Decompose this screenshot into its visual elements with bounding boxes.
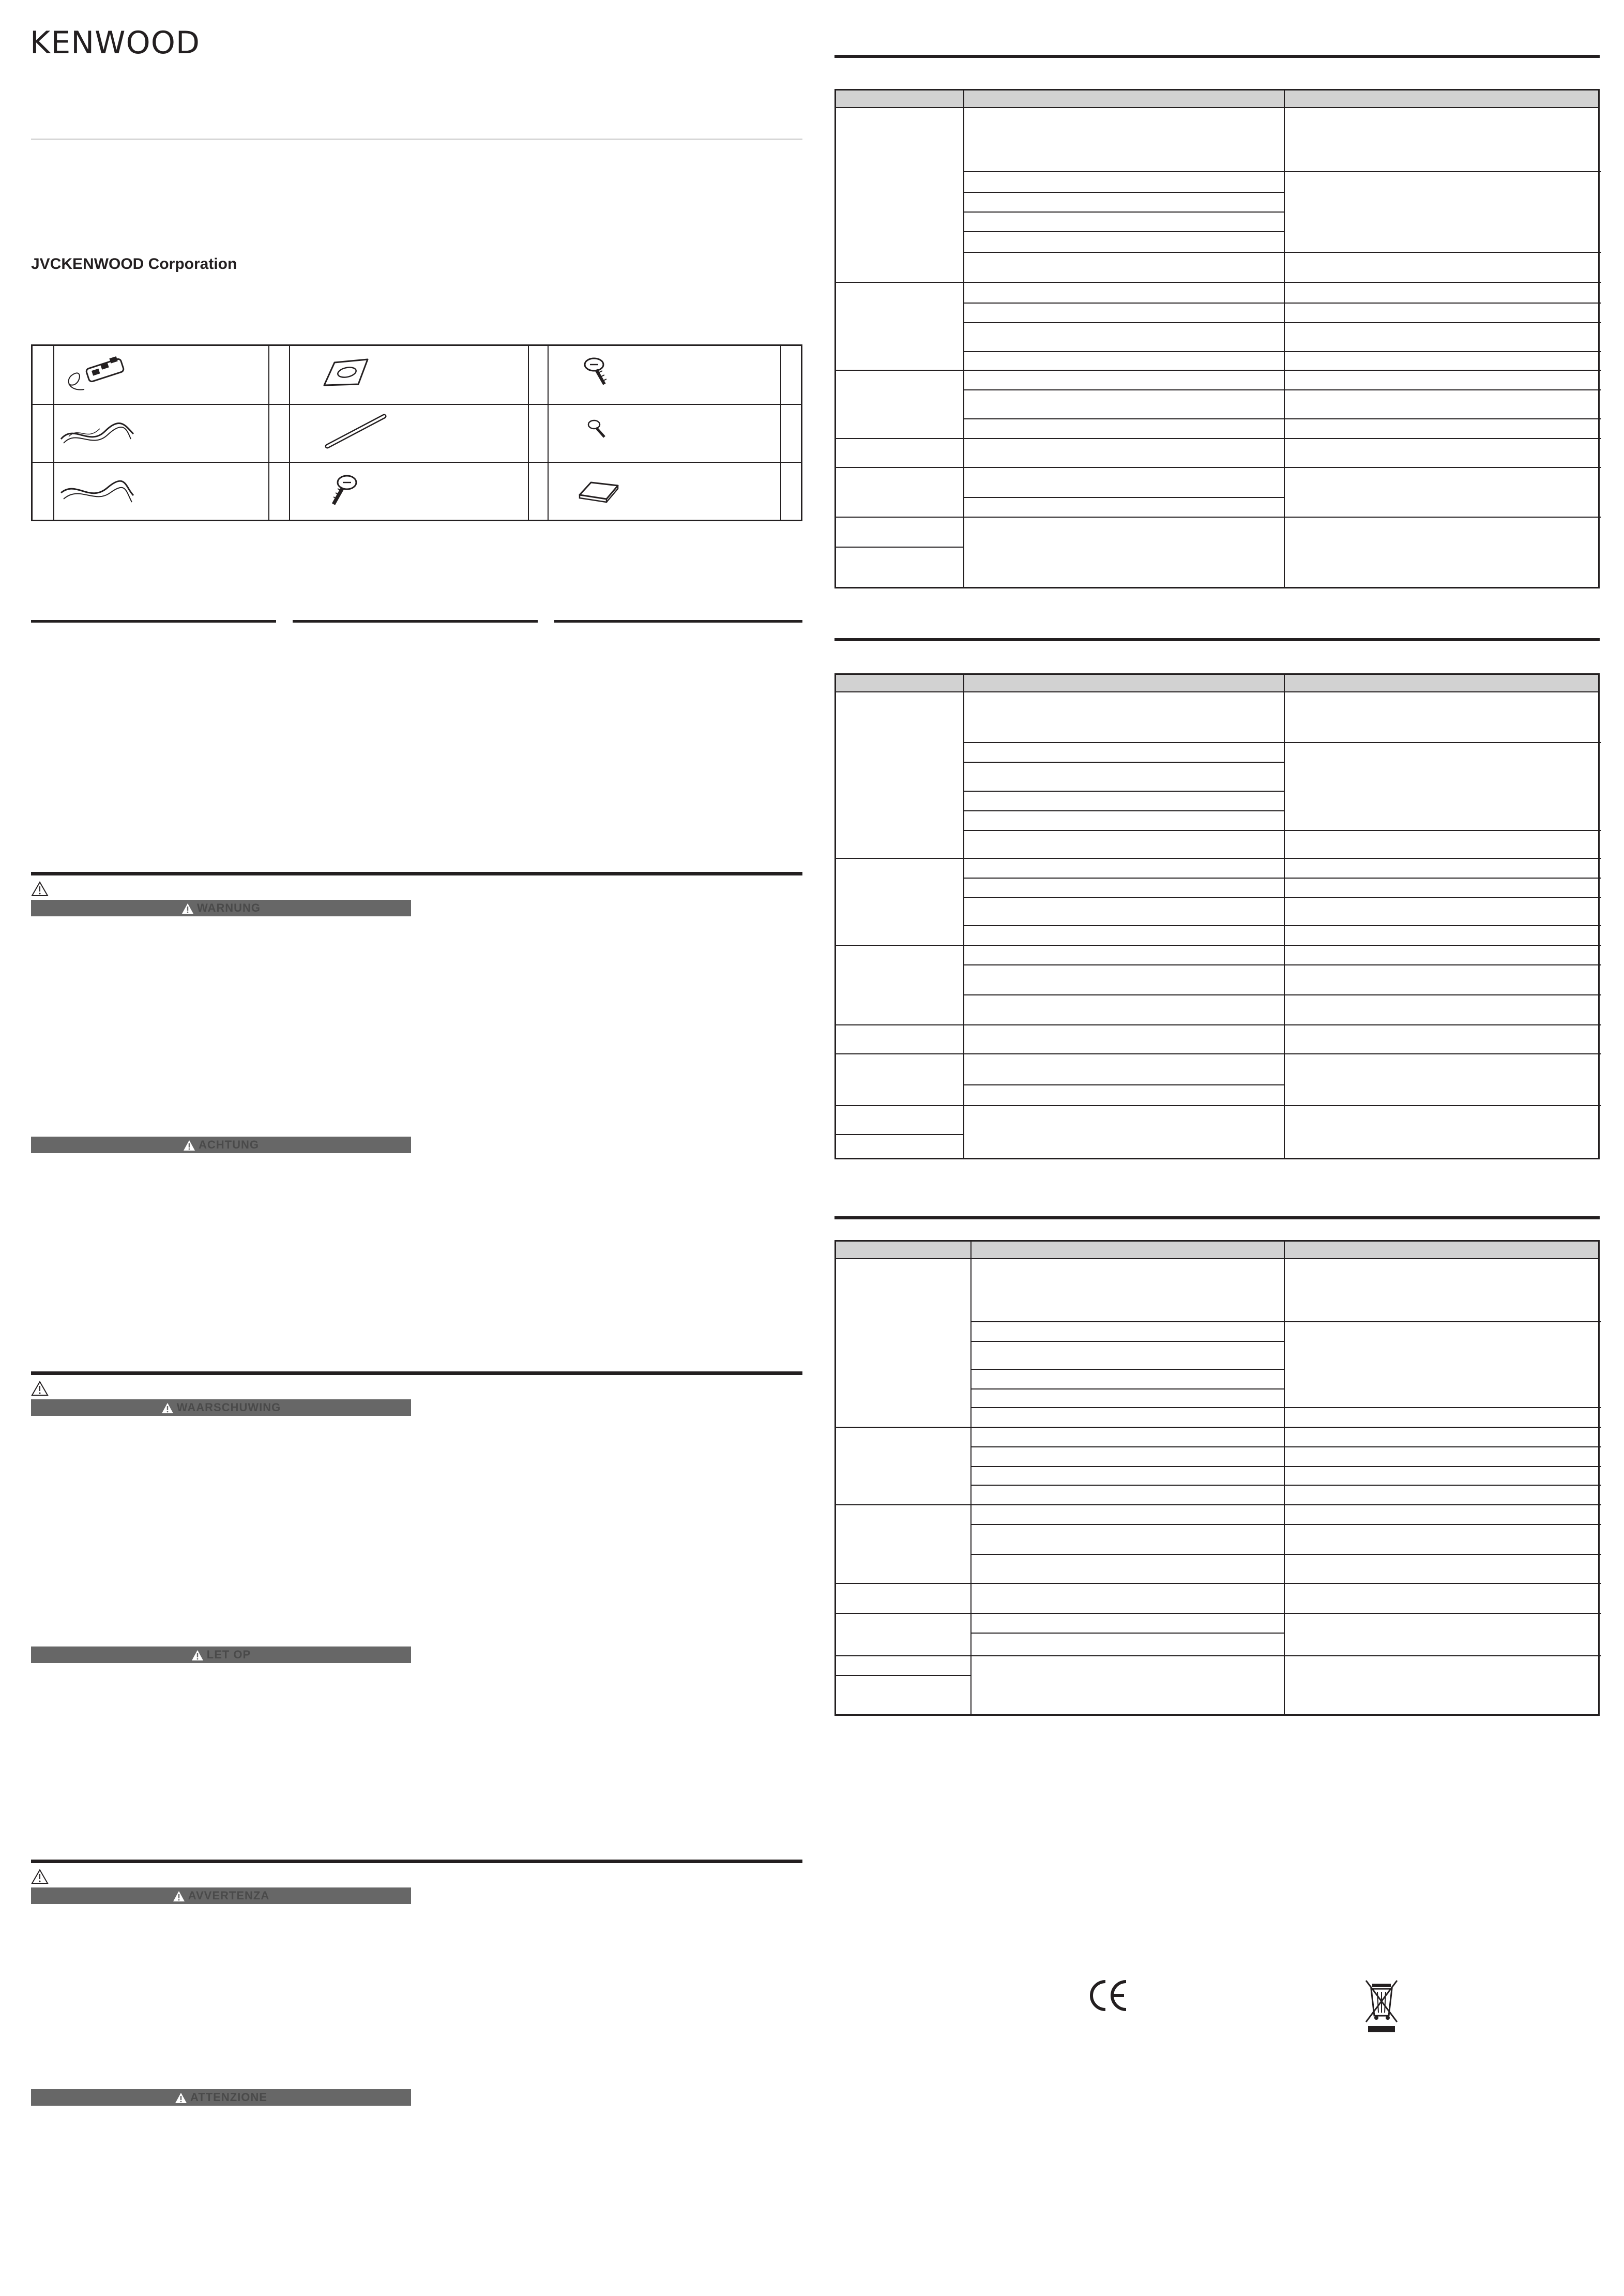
table-header	[836, 1242, 1598, 1259]
warning-triangle-icon	[173, 1891, 185, 1902]
table-row-divider	[836, 1675, 970, 1676]
table-row-divider	[970, 1341, 1284, 1342]
table-row-divider	[836, 282, 963, 283]
table-row-divider	[963, 467, 1601, 468]
table-row-divider	[963, 1105, 1601, 1106]
table-row-divider	[963, 1053, 1601, 1054]
caution-bar-german	[31, 1137, 411, 1153]
table-row-divider	[970, 1655, 1601, 1656]
section-rule-dutch	[31, 1371, 802, 1375]
table-col-divider	[970, 1242, 972, 1714]
section-rule-german	[31, 872, 802, 875]
screw-icon	[581, 354, 612, 390]
table-row-divider	[963, 1024, 1601, 1025]
table-row-divider	[836, 467, 963, 468]
grid-row-divider	[33, 404, 801, 405]
warning-bar-dutch	[31, 1399, 411, 1416]
warning-label: WARNUNG	[196, 901, 261, 914]
table-col-divider	[1284, 1242, 1285, 1714]
table-row-divider	[963, 212, 1284, 213]
cable-tie-icon	[322, 410, 394, 451]
brand-logo: KENWOOD	[30, 25, 201, 61]
table-row-divider	[963, 192, 1284, 193]
table-row-divider	[963, 791, 1284, 792]
table-header	[836, 675, 1598, 692]
table-row-divider	[836, 547, 963, 548]
table-row-divider	[970, 1321, 1601, 1322]
troubleshooting-table-2	[834, 673, 1600, 1159]
accessories-grid	[31, 344, 802, 521]
table-row-divider	[963, 964, 1601, 965]
table-row-divider	[836, 1053, 963, 1054]
warning-triangle-icon	[183, 1140, 195, 1151]
table-rule-3	[834, 1216, 1600, 1219]
warning-triangle-icon	[191, 1650, 204, 1661]
header-divider	[31, 139, 802, 140]
warning-bar-italian	[31, 1887, 411, 1904]
table-row-divider	[963, 762, 1284, 763]
table-row-divider	[970, 1633, 1284, 1634]
table-row-divider	[963, 925, 1601, 926]
cable-harness-icon	[64, 353, 131, 395]
table-row-divider	[970, 1388, 1284, 1389]
warning-bar-german	[31, 900, 411, 916]
table-row-divider	[970, 1485, 1601, 1486]
table-row-divider	[836, 1105, 963, 1106]
table-row-divider	[963, 742, 1601, 743]
grid-col-divider	[53, 346, 54, 520]
caution-triangle-icon	[31, 1381, 49, 1396]
table-row-divider	[970, 1524, 1601, 1525]
table-row-divider	[970, 1466, 1601, 1467]
table-row-divider	[836, 517, 963, 518]
table-row-divider	[963, 252, 1601, 253]
warning-label: WAARSCHUWING	[176, 1401, 281, 1414]
table-row-divider	[836, 1613, 970, 1614]
table-row-divider	[963, 945, 1601, 946]
table-row-divider	[963, 231, 1284, 232]
table-row-divider	[970, 1407, 1601, 1408]
warning-label: AVVERTENZA	[188, 1889, 270, 1902]
grid-col-divider	[548, 346, 549, 520]
column-rule-2	[293, 620, 538, 623]
table-row-divider	[963, 830, 1601, 831]
caution-label: ATTENZIONE	[190, 2091, 267, 2104]
table-row-divider	[970, 1613, 1601, 1614]
table-row-divider	[970, 1446, 1601, 1447]
table-row-divider	[963, 810, 1284, 811]
grid-col-divider	[780, 346, 781, 520]
wire-bundle-icon	[58, 413, 136, 449]
table-row-divider	[970, 1504, 1601, 1505]
troubleshooting-table-3	[834, 1240, 1600, 1716]
table-row-divider	[970, 1554, 1601, 1555]
table-row-divider	[963, 370, 1601, 371]
table-row-divider	[963, 878, 1601, 879]
table-row-divider	[963, 497, 1284, 498]
table-row-divider	[836, 1134, 963, 1135]
table-row-divider	[963, 389, 1601, 390]
company-name: JVCKENWOOD Corporation	[31, 255, 237, 273]
table-row-divider	[963, 994, 1601, 995]
table-col-divider	[963, 90, 964, 587]
table-row-divider	[963, 322, 1601, 323]
table-row-divider	[963, 303, 1601, 304]
table-row-divider	[970, 1369, 1284, 1370]
grid-col-divider	[289, 346, 290, 520]
grid-col-divider	[528, 346, 529, 520]
table-row-divider	[836, 945, 963, 946]
table-row-divider	[836, 1583, 970, 1584]
table-row-divider	[963, 438, 1601, 439]
tapping-screw-icon	[326, 470, 362, 511]
table-row-divider	[963, 351, 1601, 352]
table-header	[836, 90, 1598, 108]
wire-bundle-icon	[58, 472, 136, 508]
warning-triangle-icon	[181, 903, 194, 914]
table-row-divider	[836, 1655, 970, 1656]
table-rule-1	[834, 55, 1600, 58]
table-row-divider	[963, 171, 1601, 172]
table-row-divider	[963, 897, 1601, 898]
section-rule-italian	[31, 1860, 802, 1863]
small-screw-icon	[586, 417, 612, 443]
caution-bar-dutch	[31, 1647, 411, 1663]
table-row-divider	[836, 1504, 970, 1505]
table-row-divider	[836, 370, 963, 371]
table-row-divider	[963, 1084, 1284, 1085]
table-row-divider	[963, 418, 1601, 419]
caution-bar-italian	[31, 2089, 411, 2106]
crossed-out-wheelie-bin-icon	[1361, 1976, 1402, 2033]
troubleshooting-table-1	[834, 89, 1600, 588]
column-rule-1	[31, 620, 276, 623]
table-row-divider	[963, 282, 1601, 283]
table-row-divider	[836, 1427, 970, 1428]
caution-triangle-icon	[31, 881, 49, 897]
caution-triangle-icon	[31, 1869, 49, 1884]
pad-icon	[575, 475, 622, 506]
table-row-divider	[970, 1583, 1601, 1584]
caution-label: ACHTUNG	[199, 1138, 259, 1151]
warning-triangle-icon	[161, 1402, 174, 1414]
table-row-divider	[836, 1024, 963, 1025]
table-rule-2	[834, 638, 1600, 641]
bracket-icon	[320, 355, 372, 394]
ce-mark-icon	[1088, 1978, 1130, 2013]
table-row-divider	[836, 858, 963, 859]
grid-col-divider	[268, 346, 269, 520]
table-col-divider	[1284, 90, 1285, 587]
table-row-divider	[963, 517, 1601, 518]
warning-triangle-icon	[175, 2092, 187, 2104]
grid-row-divider	[33, 462, 801, 463]
column-rule-3	[554, 620, 802, 623]
caution-label: LET OP	[206, 1648, 251, 1661]
table-row-divider	[836, 438, 963, 439]
table-col-divider	[1284, 675, 1285, 1158]
table-row-divider	[970, 1427, 1601, 1428]
table-row-divider	[963, 858, 1601, 859]
